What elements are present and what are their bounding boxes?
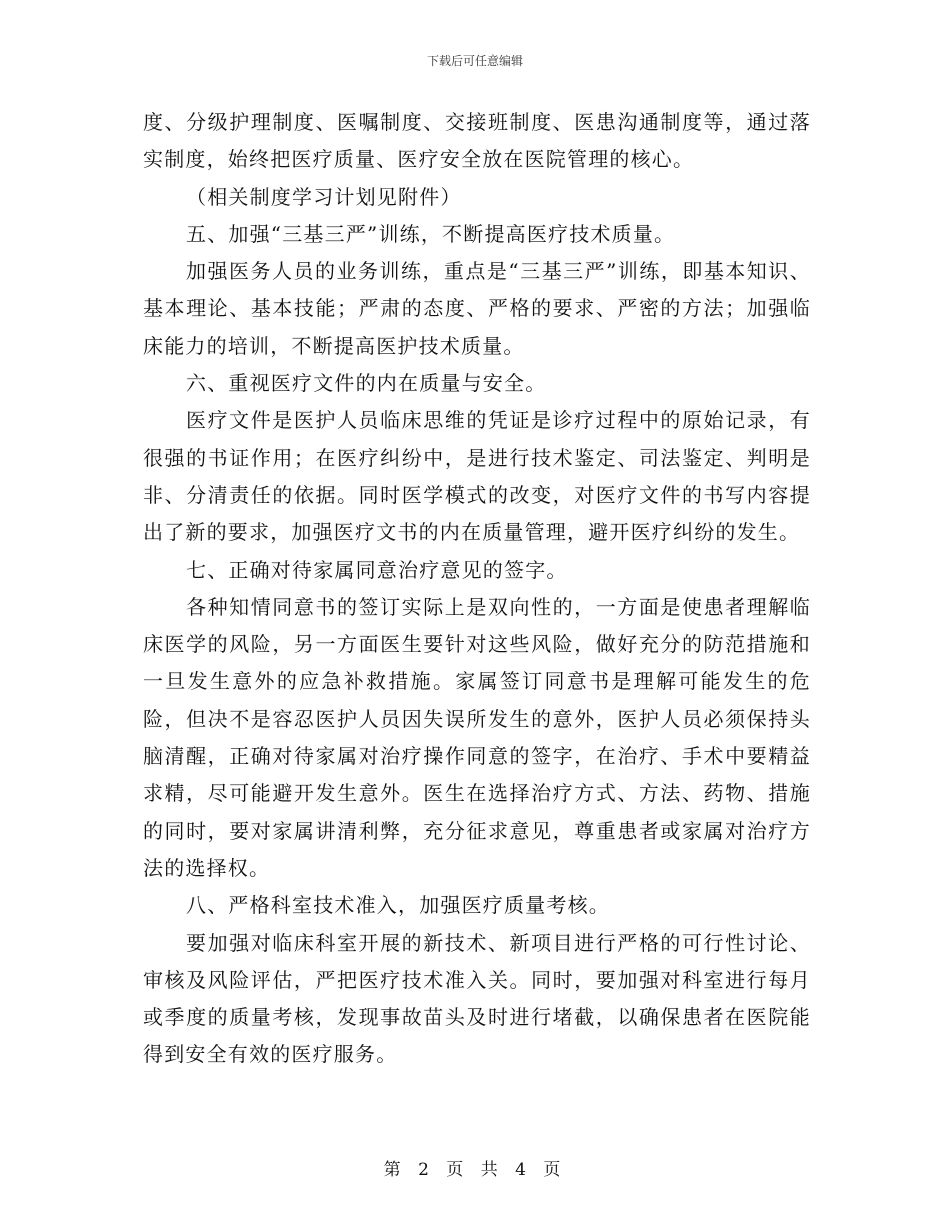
paragraph-8: 各种知情同意书的签订实际上是双向性的，一方面是使患者理解临床医学的风险，另一方面医生要针对这些风险，做好充分的防范措施和一旦发生意外的应急补救措施。家属签订同意书是理解可能发生的危险，但决不是容忍医护人员因失误所发生的意外，医护人员必须保持头脑清醒，正确对待家属对治疗操作同意的签字，在治疗、手术中要精益求精，尽可能避开发生意外。医生在选择治疗方式、方法、药物、措施的同时，要对家属讲清利弊，充分征求意见，尊重患者或家属对治疗方法的选择权。 — [143, 594, 811, 880]
paragraph-4: 加强医务人员的业务训练，重点是“三基三严”训练，即基本知识、基本理论、基本技能；严肃的态度、严格的要求、严密的方法；加强临床能力的培训，不断提高医护技术质量。 — [143, 259, 811, 358]
paragraph-10: 要加强对临床科室开展的新技术、新项目进行严格的可行性讨论、审核及风险评估，严把医疗技术准入关。同时，要加强对科室进行每月或季度的质量考核，发现事故苗头及时进行堵截，以确保患者在医院能得到安全有效的医疗服务。 — [143, 930, 811, 1067]
section-heading-5: 五、加强“三基三严”训练，不断提高医疗技术质量。 — [186, 221, 676, 246]
paragraph-2: （相关制度学习计划见附件） — [186, 184, 462, 209]
page-header: 下载后可任意编辑 — [426, 54, 523, 68]
section-heading-6: 六、重视医疗文件的内在质量与安全。 — [186, 371, 547, 396]
page-footer: 第 2 页 共 4 页 — [383, 1160, 567, 1180]
section-heading-8: 八、严格科室技术准入，加强医疗质量考核。 — [186, 893, 610, 918]
section-heading-7: 七、正确对待家属同意治疗意见的签字。 — [186, 557, 568, 582]
document-body — [143, 104, 811, 1074]
paragraph-6: 医疗文件是医护人员临床思维的凭证是诊疗过程中的原始记录，有很强的书证作用；在医疗纠纷中，是进行技术鉴定、司法鉴定、判明是非、分清责任的依据。同时医学模式的改变，对医疗文件的书写内容提出了新的要求，加强医疗文书的内在质量管理，避开医疗纠纷的发生。 — [143, 408, 811, 545]
paragraph-1: 度、分级护理制度、医嘱制度、交接班制度、医患沟通制度等，通过落实制度，始终把医疗质量、医疗安全放在医院管理的核心。 — [143, 110, 811, 172]
